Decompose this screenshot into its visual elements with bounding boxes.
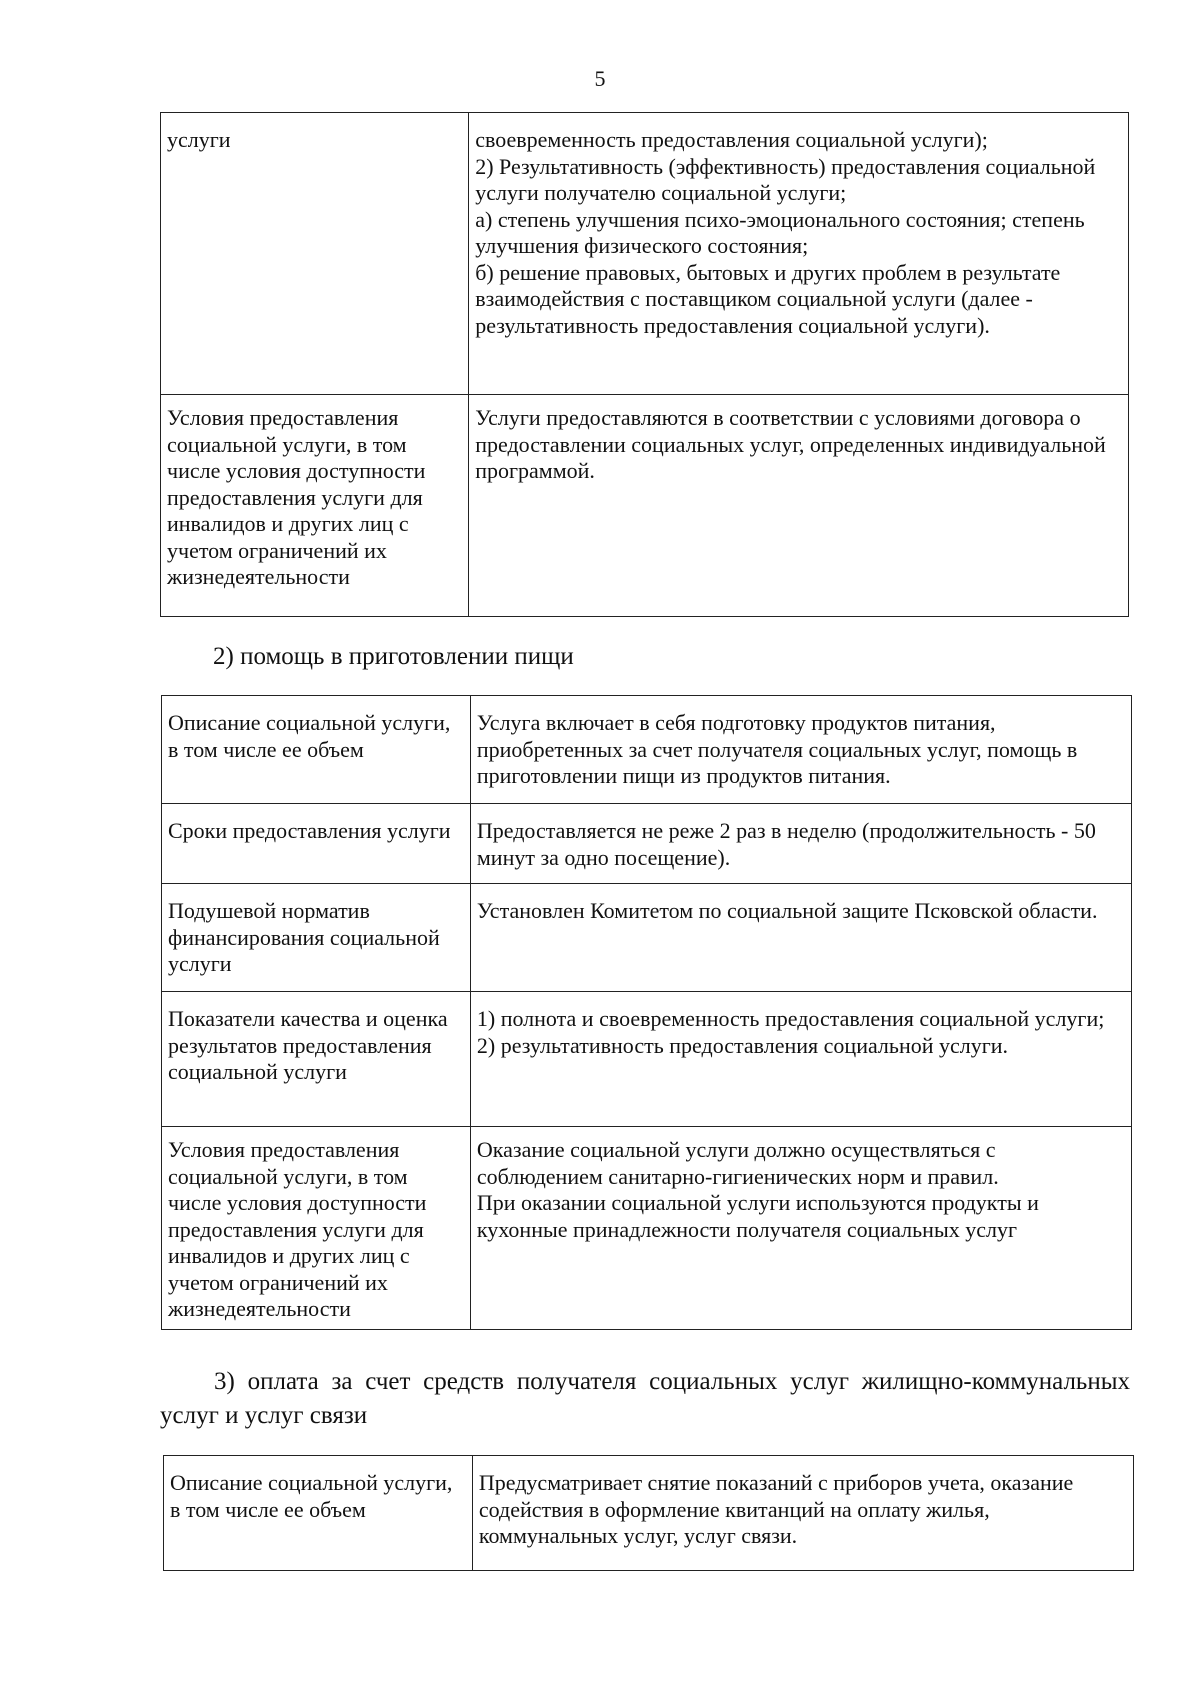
row-value	[470, 992, 1131, 1127]
service-table-1-continued	[160, 112, 1129, 617]
table-row	[164, 1456, 1134, 1571]
row-value	[470, 804, 1131, 884]
row-label	[161, 113, 469, 395]
row-value	[472, 1456, 1133, 1571]
row-label	[162, 696, 471, 804]
row-value	[469, 113, 1129, 395]
row-value	[470, 1127, 1131, 1330]
row-label-text: Условия предоставления социальной услуги, в том числе условия доступности предоставления услуги для инвалидов и других лиц с учетом ограничений их жизнедеятельности	[167, 405, 426, 589]
row-value-text: Установлен Комитетом по социальной защите Псковской области.	[476, 898, 1098, 923]
row-label-text: Условия предоставления социальной услуги, в том числе условия доступности предоставления услуги для инвалидов и других лиц с учетом ограничений их жизнедеятельности	[168, 1137, 427, 1321]
page-number: 5	[594, 66, 606, 91]
row-value-text: Оказание социальной услуги должно осуществляться с соблюдением санитарно-гигиенических норм и правил. При оказании социальной услуги используются продукты и кухонные принадлежности получателя социальных услуг	[476, 1137, 1039, 1242]
table-row	[161, 113, 1129, 395]
row-value-text: Предоставляется не реже 2 раз в неделю (продолжительность - 50 минут за одно посещение).	[476, 818, 1096, 870]
service-table-2	[161, 695, 1132, 1330]
row-value	[470, 696, 1131, 804]
table-row	[162, 696, 1132, 804]
row-label	[162, 1127, 471, 1330]
section-3-heading: 3) оплата за счет средств получателя социальных услуг жилищно-коммунальных услуг и услуг связи	[160, 1368, 1130, 1429]
row-value-text: 1) полнота и своевременность предоставления социальной услуги; 2) результативность предоставления социальной услуги.	[476, 1006, 1105, 1058]
table-row	[162, 992, 1132, 1127]
row-label	[164, 1456, 473, 1571]
row-value	[469, 395, 1129, 617]
row-label-text: услуги	[167, 127, 231, 152]
row-label	[162, 992, 471, 1127]
row-label-text: Подушевой норматив финансирования социальной услуги	[168, 898, 440, 976]
row-label-text: Сроки предоставления услуги	[168, 818, 451, 843]
row-label	[162, 804, 471, 884]
table-row	[162, 804, 1132, 884]
row-label	[162, 884, 471, 992]
row-value-text: Услуга включает в себя подготовку продуктов питания, приобретенных за счет получателя социальных услуг, помощь в приготовлении пищи из продуктов питания.	[476, 710, 1078, 788]
row-value-text: своевременность предоставления социальной услуги); 2) Результативность (эффективность) предоставления социальной услуги получателю социальной услуги; а) степень улучшения психо-эмоционального состояния; степень улучшения физического состояния; б) решение правовых, бытовых и других проблем в результате взаимодействия с поставщиком социальной услуги (далее - результативность предоставления социальной услуги).	[475, 127, 1096, 338]
section-2-heading: 2) помощь в приготовлении пищи	[213, 643, 574, 670]
table-row	[162, 1127, 1132, 1330]
row-label-text: Показатели качества и оценка результатов предоставления социальной услуги	[168, 1006, 448, 1084]
row-value-text: Предусматривает снятие показаний с приборов учета, оказание содействия в оформление квитанций на оплату жилья, коммунальных услуг, услуг связи.	[478, 1470, 1074, 1548]
row-label	[161, 395, 469, 617]
row-value-text: Услуги предоставляются в соответствии с условиями договора о предоставлении социальных услуг, определенных индивидуальной программой.	[475, 405, 1106, 483]
table-row	[161, 395, 1129, 617]
row-value	[470, 884, 1131, 992]
row-label-text: Описание социальной услуги, в том числе ее объем	[168, 710, 451, 762]
row-label-text: Описание социальной услуги, в том числе ее объем	[170, 1470, 453, 1522]
table-row	[162, 884, 1132, 992]
service-table-3	[163, 1455, 1134, 1571]
